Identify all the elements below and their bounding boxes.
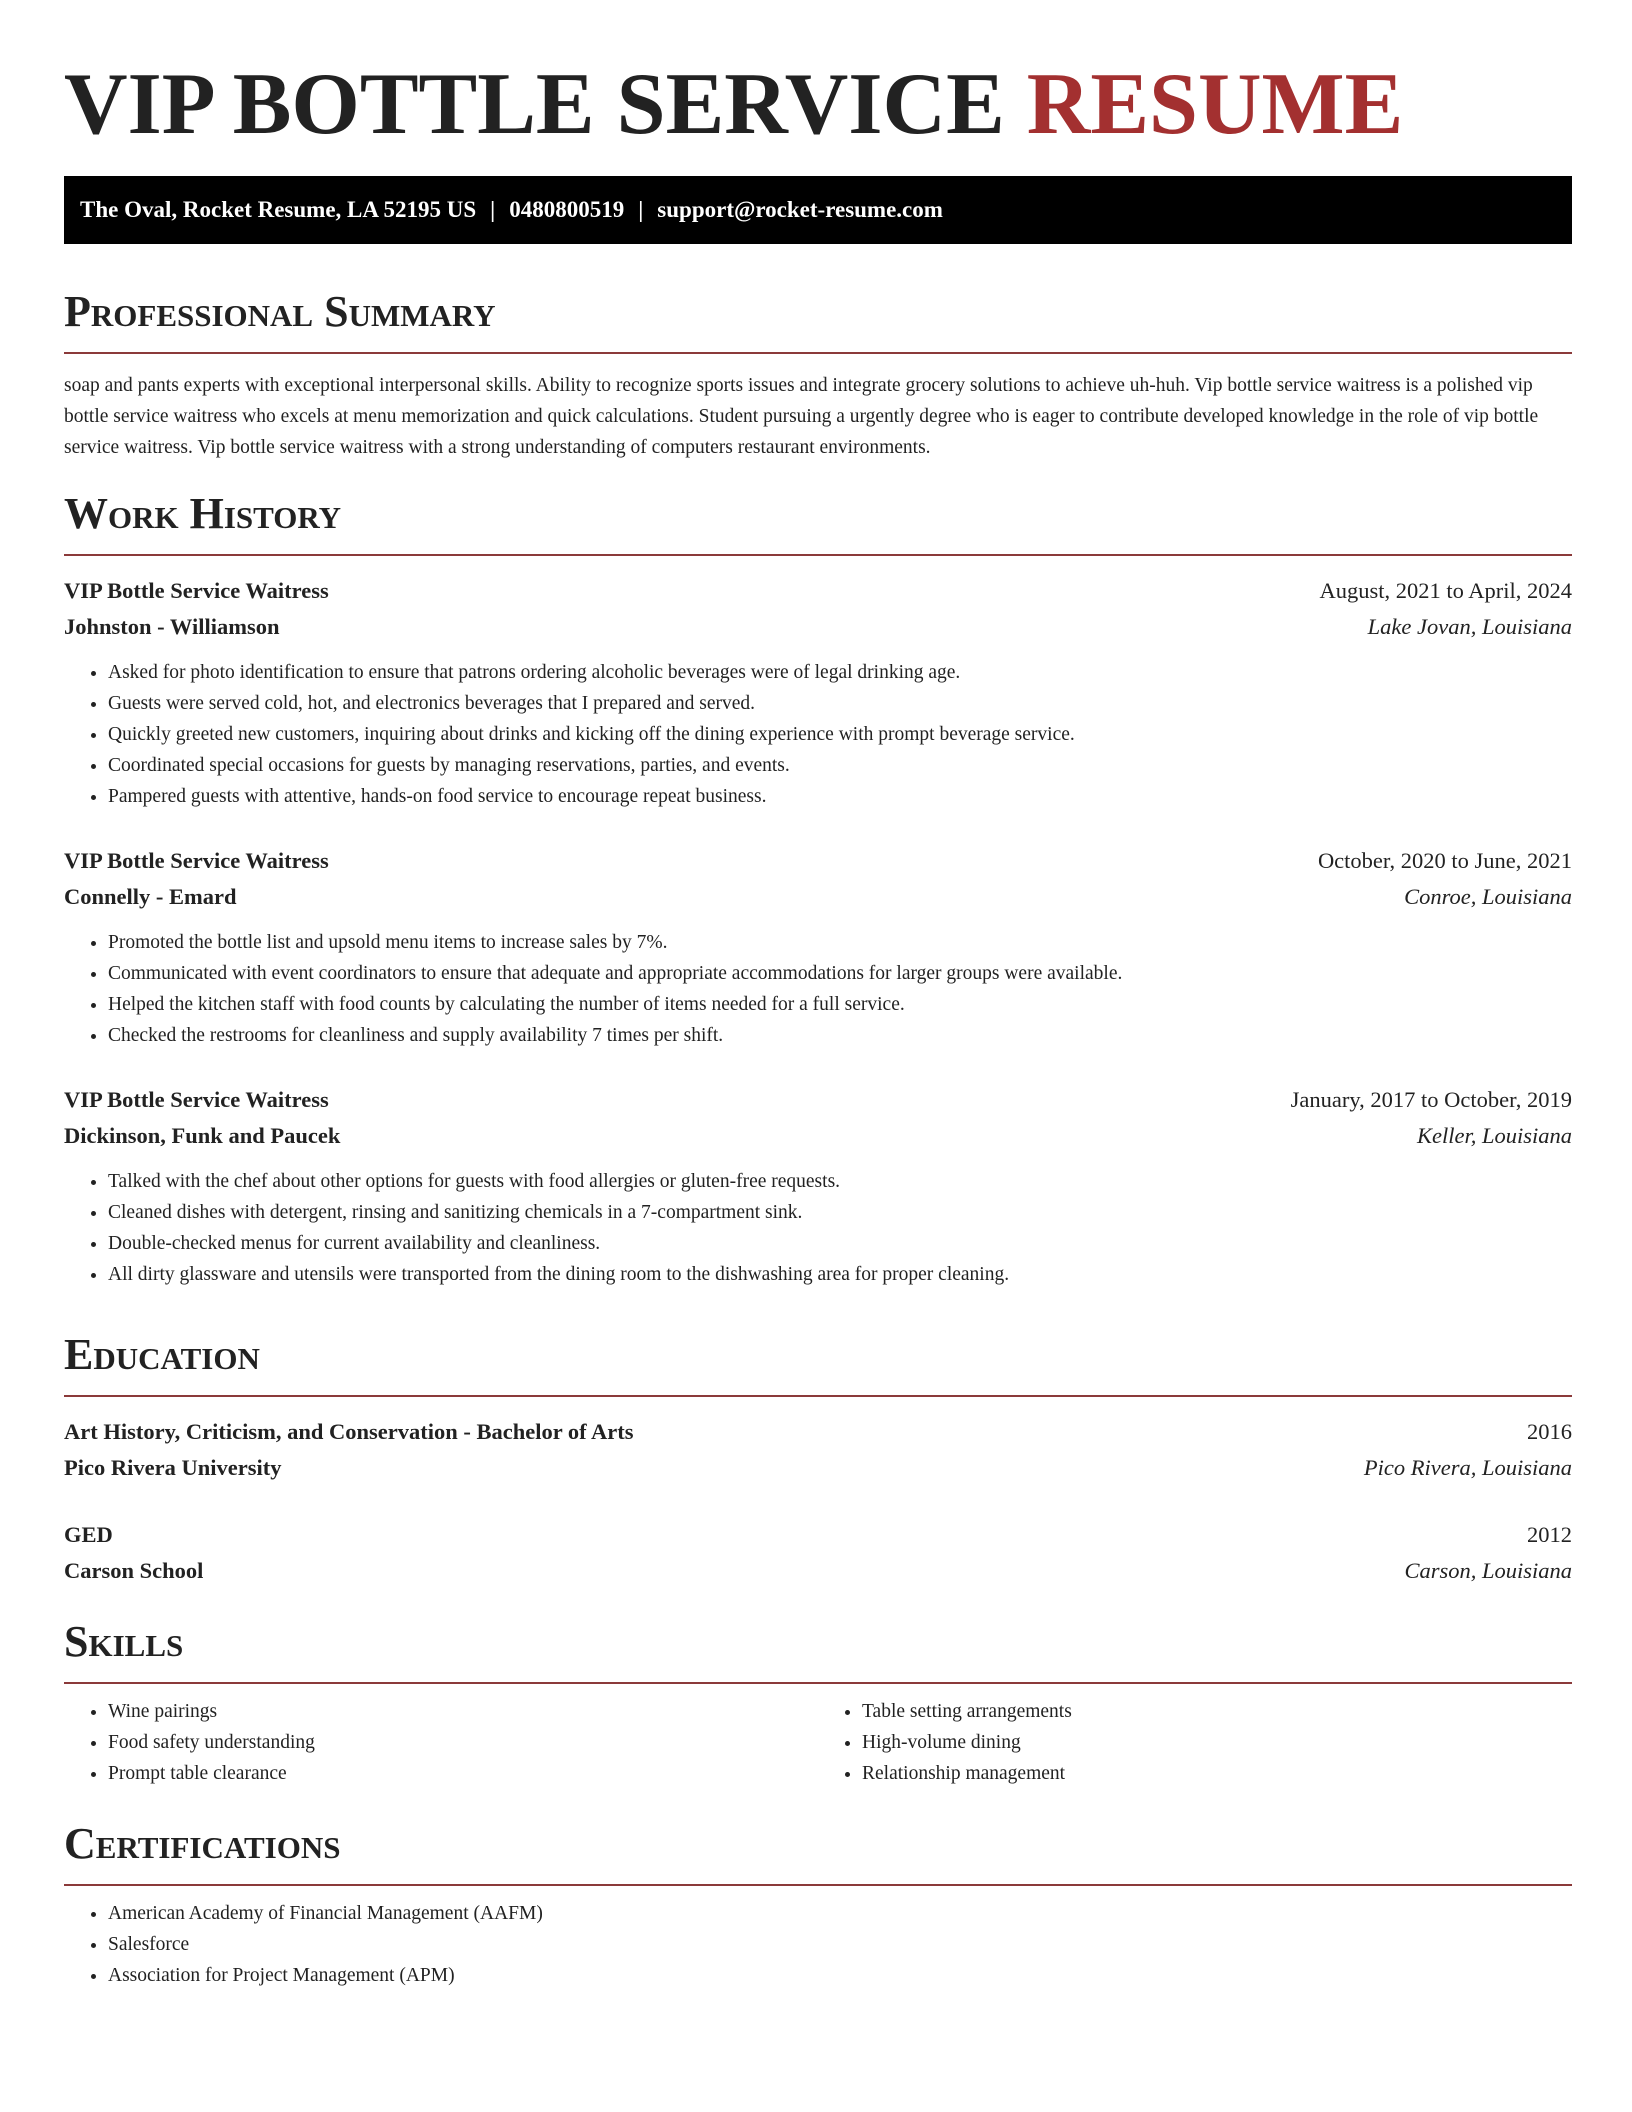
list-item: • Cleaned dishes with detergent, rinsing and sanitizing chemicals in a 7-compartment sink. bbox=[108, 1197, 1572, 1228]
job-company: Dickinson, Funk and Paucek bbox=[64, 1123, 341, 1148]
job-duties bbox=[64, 1166, 1572, 1290]
skills-list-left bbox=[64, 1696, 818, 1789]
skills-grid bbox=[64, 1696, 1572, 1789]
title-accent: RESUME bbox=[1026, 56, 1404, 153]
skill-item: • Relationship management bbox=[862, 1758, 1572, 1789]
job-duties bbox=[64, 927, 1572, 1051]
list-item: • Talked with the chef about other options for guests with food allergies or gluten-free requests. bbox=[108, 1166, 1572, 1197]
job-company-row bbox=[64, 879, 1572, 915]
degree-name: GED bbox=[64, 1522, 113, 1547]
section-divider bbox=[64, 1395, 1572, 1397]
job-dates: January, 2017 to October, 2019 bbox=[1290, 1087, 1572, 1112]
skill-item: • Prompt table clearance bbox=[108, 1758, 818, 1789]
certification-item: • American Academy of Financial Management (AAFM) bbox=[108, 1898, 1572, 1929]
certification-item: • Association for Project Management (APM) bbox=[108, 1960, 1572, 1991]
contact-separator: | bbox=[638, 197, 644, 222]
summary-heading: Professional Summary bbox=[64, 287, 496, 336]
job-entry bbox=[64, 573, 1572, 812]
job-title: VIP Bottle Service Waitress bbox=[64, 848, 329, 873]
skills-heading: Skills bbox=[64, 1617, 184, 1666]
education-section bbox=[64, 1330, 1572, 1589]
section-divider bbox=[64, 1884, 1572, 1886]
summary-section bbox=[64, 287, 1572, 463]
degree-row bbox=[64, 1414, 1572, 1450]
contact-email[interactable]: support@rocket-resume.com bbox=[657, 197, 943, 222]
list-item: • Promoted the bottle list and upsold menu items to increase sales by 7%. bbox=[108, 927, 1572, 958]
contact-address: The Oval, Rocket Resume, LA 52195 US bbox=[80, 197, 477, 222]
job-title: VIP Bottle Service Waitress bbox=[64, 578, 329, 603]
resume-title bbox=[64, 56, 1572, 153]
list-item: • All dirty glassware and utensils were transported from the dining room to the dishwashing area for proper cleaning. bbox=[108, 1259, 1572, 1290]
certifications-section bbox=[64, 1819, 1572, 1991]
job-company: Connelly - Emard bbox=[64, 884, 237, 909]
job-entry bbox=[64, 1082, 1572, 1290]
job-title-row bbox=[64, 573, 1572, 609]
contact-separator: | bbox=[490, 197, 496, 222]
job-dates: August, 2021 to April, 2024 bbox=[1319, 578, 1572, 603]
job-dates: October, 2020 to June, 2021 bbox=[1317, 848, 1572, 873]
graduation-year: 2012 bbox=[1527, 1522, 1572, 1547]
list-item: • Helped the kitchen staff with food counts by calculating the number of items needed for a full service. bbox=[108, 989, 1572, 1020]
skills-list-right bbox=[818, 1696, 1572, 1789]
resume-page bbox=[64, 0, 1572, 1986]
list-item: • Guests were served cold, hot, and electronics beverages that I prepared and served. bbox=[108, 688, 1572, 719]
title-main: VIP BOTTLE SERVICE bbox=[64, 56, 1005, 153]
education-entry bbox=[64, 1414, 1572, 1486]
skills-section bbox=[64, 1617, 1572, 1789]
summary-text: soap and pants experts with exceptional interpersonal skills. Ability to recognize sports issues and integrate grocery solutions to achieve uh-huh. Vip bottle service waitress is a polished vip bottle service waitress who excels at menu memorization and quick calculations. Student pursuing a urgently degree who is eager to contribute developed knowledge in the role of vip bottle service waitress. Vip bottle service waitress with a strong understanding of computers restaurant environments. bbox=[64, 375, 1539, 458]
certification-item: • Salesforce bbox=[108, 1929, 1572, 1960]
degree-row bbox=[64, 1517, 1572, 1553]
job-entry bbox=[64, 843, 1572, 1051]
school-location: Pico Rivera, Louisiana bbox=[1363, 1455, 1572, 1480]
section-divider bbox=[64, 1682, 1572, 1684]
job-location: Conroe, Louisiana bbox=[1404, 884, 1572, 909]
job-title: VIP Bottle Service Waitress bbox=[64, 1087, 329, 1112]
list-item: • Communicated with event coordinators to ensure that adequate and appropriate accommodations for larger groups were available. bbox=[108, 958, 1572, 989]
education-heading: Education bbox=[64, 1330, 260, 1379]
job-company-row bbox=[64, 1118, 1572, 1154]
job-title-row bbox=[64, 1082, 1572, 1118]
job-location: Lake Jovan, Louisiana bbox=[1367, 614, 1572, 639]
skill-item: • Wine pairings bbox=[108, 1696, 818, 1727]
list-item: • Coordinated special occasions for guests by managing reservations, parties, and events. bbox=[108, 750, 1572, 781]
school-location: Carson, Louisiana bbox=[1404, 1558, 1572, 1583]
job-location: Keller, Louisiana bbox=[1416, 1123, 1572, 1148]
skill-item: • Food safety understanding bbox=[108, 1727, 818, 1758]
list-item: • Pampered guests with attentive, hands-on food service to encourage repeat business. bbox=[108, 781, 1572, 812]
education-entry bbox=[64, 1517, 1572, 1589]
certifications-list bbox=[64, 1898, 1572, 1991]
contact-phone[interactable]: 0480800519 bbox=[509, 197, 625, 222]
job-company-row bbox=[64, 609, 1572, 645]
job-company: Johnston - Williamson bbox=[64, 614, 280, 639]
list-item: • Checked the restrooms for cleanliness and supply availability 7 times per shift. bbox=[108, 1020, 1572, 1051]
work-history-heading: Work History bbox=[64, 489, 342, 538]
school-row bbox=[64, 1450, 1572, 1486]
list-item: • Asked for photo identification to ensure that patrons ordering alcoholic beverages were of legal drinking age. bbox=[108, 657, 1572, 688]
skill-item: • Table setting arrangements bbox=[862, 1696, 1572, 1727]
certifications-heading: Certifications bbox=[64, 1819, 341, 1868]
work-history-section bbox=[64, 489, 1572, 1290]
contact-bar bbox=[64, 176, 1572, 244]
list-item: • Double-checked menus for current availability and cleanliness. bbox=[108, 1228, 1572, 1259]
degree-name: Art History, Criticism, and Conservation - Bachelor of Arts bbox=[64, 1419, 634, 1444]
job-duties bbox=[64, 657, 1572, 812]
school-name: Pico Rivera University bbox=[64, 1455, 282, 1480]
school-row bbox=[64, 1553, 1572, 1589]
section-divider bbox=[64, 554, 1572, 556]
school-name: Carson School bbox=[64, 1558, 204, 1583]
skill-item: • High-volume dining bbox=[862, 1727, 1572, 1758]
section-divider bbox=[64, 352, 1572, 354]
graduation-year: 2016 bbox=[1527, 1419, 1572, 1444]
job-title-row bbox=[64, 843, 1572, 879]
list-item: • Quickly greeted new customers, inquiring about drinks and kicking off the dining experience with prompt beverage service. bbox=[108, 719, 1572, 750]
